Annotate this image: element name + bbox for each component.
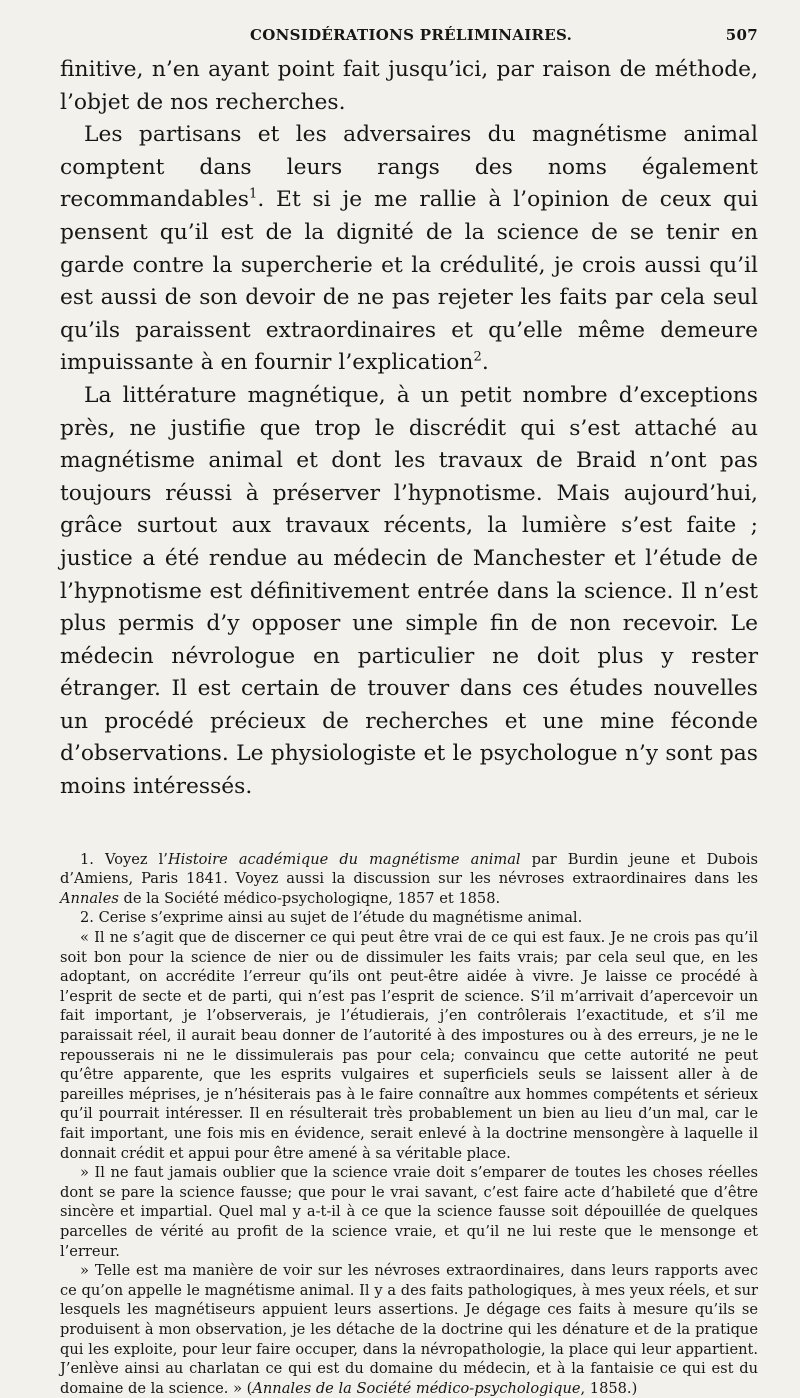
running-title: CONSIDÉRATIONS PRÉLIMINAIRES. — [250, 26, 573, 44]
footnote-1-part-a: 1. Voyez l’ — [80, 850, 168, 868]
footnote-1 — [60, 850, 758, 909]
quote-source-title: Annales de la Société médico-psychologique — [252, 1379, 581, 1397]
footnote-1-part-c: de la Société médico-psychologiqne, 1857 et 1858. — [118, 889, 501, 907]
main-text — [60, 54, 758, 804]
quote-paragraph-3 — [60, 1261, 758, 1398]
paragraph-3: La littérature magnétique, à un petit nombre d’exceptions près, ne justifie que trop le discrédit qui s’est attaché au magnétisme animal et dont les travaux de Braid n’ont pas toujours réussi à préserver l’hypnotisme. Mais aujourd’hui, grâce surtout aux travaux récents, la lumière s’est faite ; justice a été rendue au médecin de Manchester et l’étude de l’hypnotisme est définitivement entrée dans la science. Il n’est plus permis d’y opposer une simple fin de non recevoir. Le médecin névrologue en particulier ne doit plus y rester étranger. Il est certain de trouver dans ces études nouvelles un procédé précieux de recherches et une mine féconde d’observations. Le physiologiste et le psychologue n’y sont pas moins intéressés. — [60, 382, 758, 800]
page-header — [60, 26, 758, 44]
footnote-1-title: Histoire académique du magnétisme animal — [167, 850, 521, 868]
footnote-1-part-b: par Burdin jeune et Dubois d’Amiens, Paris 1841. Voyez aussi la discussion sur les névroses extraordinaires dans les — [60, 850, 758, 888]
paragraph-2-part-b: . Et si je me rallie à l’opinion de ceux qui pensent qu’il est de la dignité de la science de se tenir en garde contre la supercherie et la crédulité, je crois aussi qu’il est aussi de son devoir de ne pas rejeter les faits par cela seul qu’ils paraissent extraordinaires et qu’elle même demeure impuissante à en fournir l’explication — [60, 187, 758, 376]
quote-paragraph-3-part-b: , 1858.) — [580, 1379, 638, 1397]
footnote-2: 2. Cerise s’exprime ainsi au sujet de l’étude du magnétisme animal. — [80, 909, 583, 927]
quote-paragraph-3-part-a: » Telle est ma manière de voir sur les névroses extraordinaires, dans leurs rapports avec ce qu’on appelle le magnétisme animal. Il y a des faits pathologiques, à mes yeux réels, et sur lesquels les magnétiseurs appuient leurs assertions. Je dégage ces faits à mesure qu’ils se produisent à mon observation, je les détache de la doctrine qui les dénature et de la pratique qui les exploite, pour leur faire occuper, dans la névropathologie, la place qui leur appartient. J’enlève ainsi au charlatan ce qui est du domaine du médecin, et à la fantaisie ce qui est du domaine de la science. » ( — [60, 1262, 758, 1397]
quote-paragraph-2: » Il ne faut jamais oublier que la science vraie doit s’emparer de toutes les choses réelles dont se pare la science fausse; que pour le vrai savant, c’est faire acte d’habileté que d’être sincère et impartial. Quel mal y a-t-il à ce que la science fausse soit dépouillée de quelques parcelles de vérité au profit de la science vraie, et qu’il ne lui reste que le mensonge et l’erreur. — [60, 1164, 758, 1260]
footnote-1-journal: Annales — [60, 889, 119, 907]
footnote-ref-1: 1 — [248, 187, 258, 203]
paragraph-2-part-c: . — [481, 350, 489, 376]
paragraph-1: finitive, n’en ayant point fait jusqu’ici, par raison de méthode, l’objet de nos recherches. — [60, 57, 758, 115]
quote-paragraph-1: « Il ne s’agit que de discerner ce qui peut être vrai de ce qui est faux. Je ne crois pas qu’il soit bon pour la science de nier ou de dissimuler les faits vrais; par cela seul que, en les adoptant, on accrédite l’erreur qu’ils ont peut-être aidée à vivre. Je laisse ce procédé à l’esprit de secte et de parti, qui n’est pas l’esprit de science. S’il m’arrivait d’apercevoir un fait important, je l’observerais, je l’étudierais, j’en contrôlerais l’exactitude, et s’il me paraissait réel, il aurait beau donner de l’autorité à des impostures ou à des erreurs, je ne le repousserais ni ne le dissimulerais pas pour cela; convaincu que cette autorité ne peut qu’être apparente, que les esprits vulgaires et superficiels seuls se laissent aller à de pareilles méprises, je n’hésiterais pas à le faire connaître aux hommes compétents et sérieux qu’il pourrait intéresser. Il en résulterait très probablement un bien au lieu d’un mal, car le fait important, une fois mis en évidence, serait enlevé à la doctrine mensongère à laquelle il donnait crédit et appui pour être amené à sa véritable place. — [60, 929, 758, 1162]
page-number: 507 — [725, 26, 758, 44]
paragraph-2-part-a: Les partisans et les adversaires du magnétisme animal comptent dans leurs rangs des noms également recommandables — [60, 122, 758, 213]
paragraph-2 — [60, 119, 758, 380]
footnotes — [60, 850, 758, 1398]
footnote-ref-2: 2 — [473, 350, 482, 366]
